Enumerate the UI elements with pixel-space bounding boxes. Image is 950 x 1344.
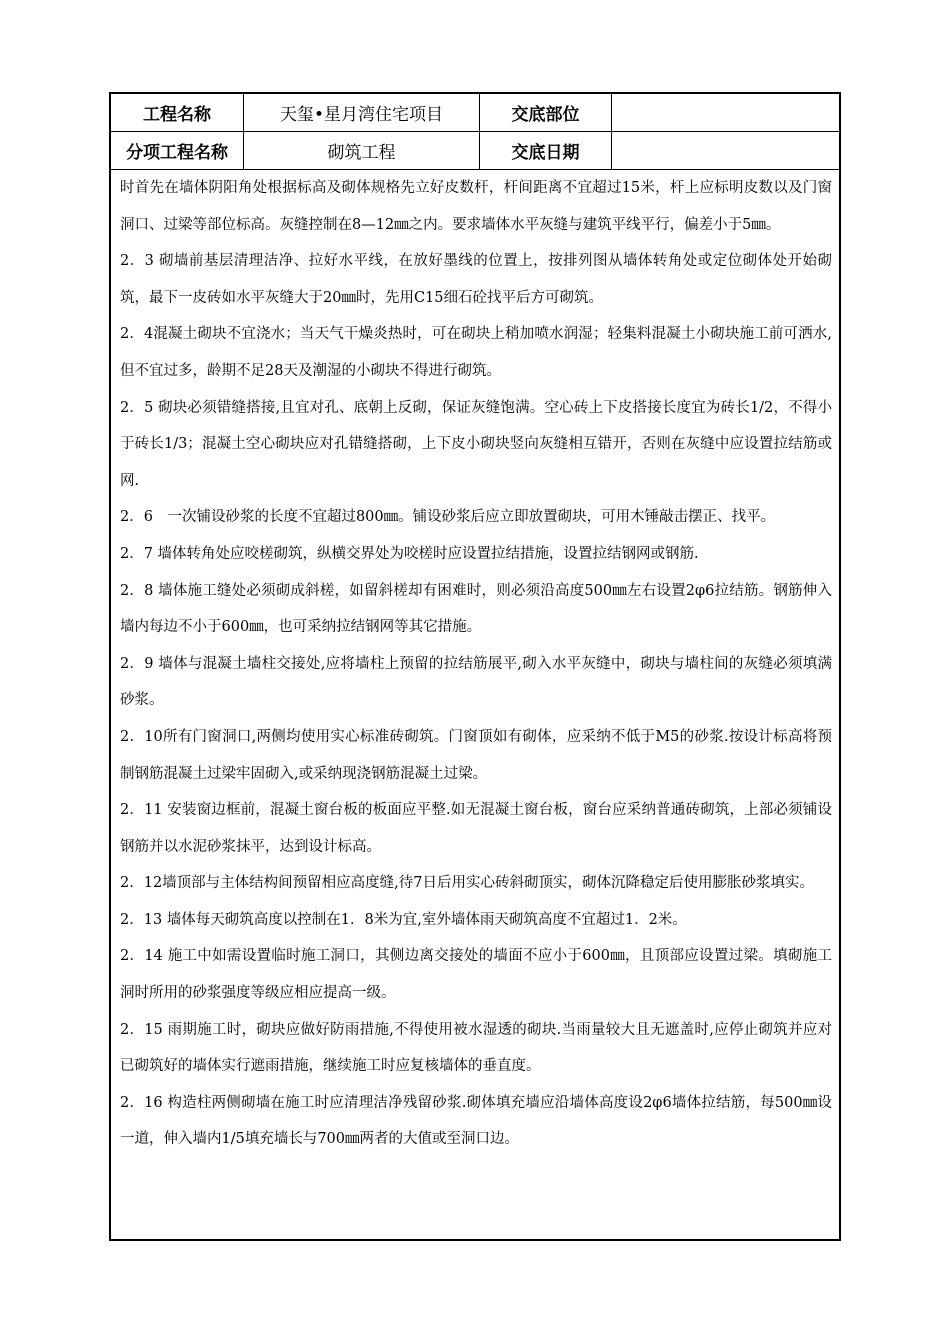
paragraph-intro: 时首先在墙体阴阳角处根据标高及砌体规格先立好皮数杆，杆间距离不宜超过15米，杆上应标明皮数以及门窗洞口、过梁等部位标高。灰缝控制在8—12㎜之内。要求墙体水平灰缝与建筑平线平行，偏差小于5㎜。 bbox=[120, 180, 832, 233]
paragraph-2-5: 2．5 砌块必须错缝搭接,且宜对孔、底朝上反砌，保证灰缝饱满。空心砖上下皮搭接长度宜为砖长1/2，不得小于砖长1/3；混凝土空心砌块应对孔错缝搭砌，上下皮小砌块竖向灰缝相互错开，否则在灰缝中应设置拉结筋或网. bbox=[120, 399, 832, 489]
disclosure-sheet bbox=[109, 92, 841, 1241]
disclosure-part-value bbox=[612, 94, 841, 131]
paragraph-2-14: 2．14 施工中如需设置临时施工洞口，其侧边离交接处的墙面不应小于600㎜，且顶部应设置过梁。填砌施工洞时所用的砂浆强度等级应相应提高一级。 bbox=[120, 948, 832, 1002]
paragraph-2-13: 2．13 墙体每天砌筑高度以控制在1．8米为宜,室外墙体雨天砌筑高度不宜超过1．2米。 bbox=[120, 911, 687, 928]
paragraph-2-9: 2．9 墙体与混凝土墙柱交接处,应将墙柱上预留的拉结筋展平,砌入水平灰缝中，砌块与墙柱间的灰缝必须填满砂浆。 bbox=[120, 655, 832, 709]
paragraph-2-15: 2．15 雨期施工时，砌块应做好防雨措施,不得使用被水湿透的砌块.当雨量较大且无遮盖时,应停止砌筑并应对已砌筑好的墙体实行遮雨措施，继续施工时应复核墙体的垂直度。 bbox=[120, 1021, 832, 1075]
disclosure-date-value bbox=[612, 132, 841, 169]
paragraph-2-7: 2．7 墙体转角处应咬槎砌筑，纵横交界处为咬槎时应设置拉结措施，设置拉结钢网或钢筋. bbox=[120, 545, 699, 562]
paragraph-2-12: 2．12墙顶部与主体结构间预留相应高度缝,待7日后用实心砖斜砌顶实，砌体沉降稳定后使用膨胀砂浆填实。 bbox=[120, 875, 815, 892]
paragraph-2-3: 2．3 砌墙前基层清理洁净、拉好水平线，在放好墨线的位置上，按排列图从墙体转角处或定位砌体处开始砌筑，最下一皮砖如水平灰缝大于20㎜时，先用C15细石砼找平后方可砌筑。 bbox=[120, 253, 832, 306]
paragraph-2-8: 2．8 墙体施工缝处必须砌成斜槎，如留斜槎却有困难时，则必须沿高度500㎜左右设置2φ6拉结筋。钢筋伸入墙内每边不小于600㎜，也可采纳拉结钢网等其它措施。 bbox=[120, 582, 832, 636]
paragraph-2-6: 2．6 一次铺设砂浆的长度不宜超过800㎜。铺设砂浆后应立即放置砌块，可用木锤敲击摆正、找平。 bbox=[120, 509, 776, 526]
sub-project-value: 砌筑工程 bbox=[244, 132, 480, 169]
project-name-value: 天玺•星月湾住宅项目 bbox=[244, 94, 480, 131]
disclosure-date-label: 交底日期 bbox=[480, 132, 612, 169]
disclosure-content bbox=[111, 170, 839, 1158]
paragraph-2-4: 2．4混凝土砌块不宜浇水；当天气干燥炎热时，可在砌块上稍加喷水润湿；轻集料混凝土小砌块施工前可洒水,但不宜过多，龄期不足28天及潮湿的小砌块不得进行砌筑。 bbox=[120, 326, 832, 379]
paragraph-2-10: 2．10所有门窗洞口,两侧均使用实心标准砖砌筑。门窗顶如有砌体，应采纳不低于M5的砂浆.按设计标高将预制钢筋混凝土过梁牢固砌入,或采纳现浇钢筋混凝土过梁。 bbox=[120, 728, 832, 782]
project-name-label: 工程名称 bbox=[111, 94, 244, 131]
header-row-project bbox=[111, 94, 839, 132]
paragraph-2-16: 2．16 构造柱两侧砌墙在施工时应清理洁净残留砂浆.砌体填充墙应沿墙体高度设2φ6墙体拉结筋，每500㎜设一道，伸入墙内1/5填充墙长与700㎜两者的大值或至洞口边。 bbox=[120, 1094, 832, 1148]
disclosure-part-label: 交底部位 bbox=[480, 94, 612, 131]
sub-project-label: 分项工程名称 bbox=[111, 132, 244, 169]
header-row-subproject bbox=[111, 132, 839, 170]
paragraph-2-11: 2．11 安装窗边框前，混凝土窗台板的板面应平整.如无混凝土窗台板，窗台应采纳普通砖砌筑，上部必须铺设钢筋并以水泥砂浆抹平，达到设计标高。 bbox=[120, 802, 832, 855]
